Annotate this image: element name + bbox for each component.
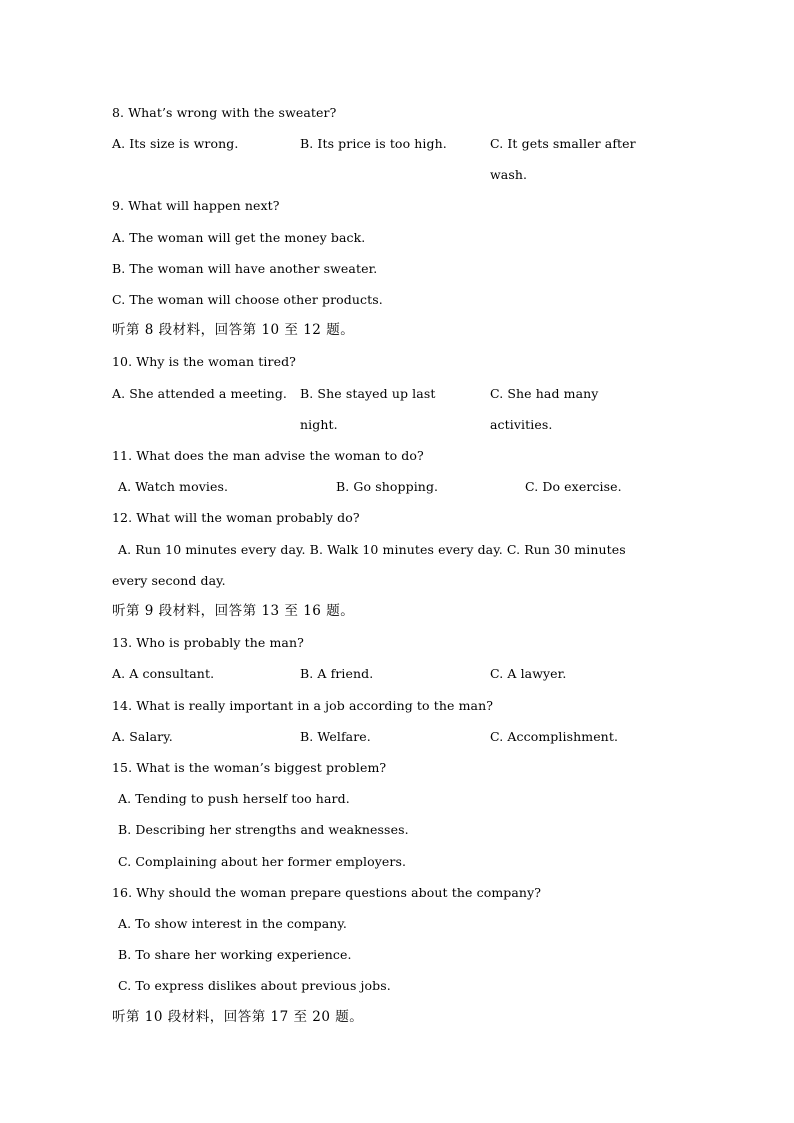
q14-option-c: C. Accomplishment. (490, 729, 619, 744)
q10-option-c-line2: activities. (490, 417, 553, 432)
q10-option-b-line1: B. She stayed up last (300, 386, 436, 401)
q13-option-c: C. A lawyer. (490, 666, 567, 681)
q10-option-a: A. She attended a meeting. (112, 386, 287, 401)
q8-option-b: B. Its price is too high. (300, 136, 447, 151)
question-11: 11. What does the man advise the woman to do? (112, 448, 424, 463)
section-10-heading: 听第 10 段材料，回答第 17 至 20 题。 (112, 1009, 364, 1025)
q10-option-c-line1: C. She had many (490, 386, 599, 401)
q8-option-a: A. Its size is wrong. (112, 136, 239, 151)
q8-option-c-line1: C. It gets smaller after (490, 136, 636, 151)
q11-option-a: A. Watch movies. (118, 479, 229, 494)
question-8: 8. What’s wrong with the sweater? (112, 105, 337, 120)
q13-option-a: A. A consultant. (112, 666, 215, 681)
q13-option-b: B. A friend. (300, 666, 374, 681)
question-12: 12. What will the woman probably do? (112, 510, 360, 525)
q15-option-b: B. Describing her strengths and weaknesses. (118, 822, 409, 837)
section-9-heading: 听第 9 段材料，回答第 13 至 16 题。 (112, 603, 355, 619)
q16-option-c: C. To express dislikes about previous jobs. (118, 978, 391, 993)
q15-option-a: A. Tending to push herself too hard. (118, 791, 350, 806)
q16-option-a: A. To show interest in the company. (118, 916, 347, 931)
q14-option-a: A. Salary. (112, 729, 173, 744)
q15-option-c: C. Complaining about her former employers. (118, 854, 407, 869)
q16-option-b: B. To share her working experience. (118, 947, 352, 962)
question-14: 14. What is really important in a job according to the man? (112, 698, 494, 713)
question-10: 10. Why is the woman tired? (112, 354, 296, 369)
q9-option-a: A. The woman will get the money back. (112, 230, 366, 245)
q12-options-line1: A. Run 10 minutes every day. B. Walk 10 minutes every day. C. Run 30 minutes (118, 542, 626, 557)
q11-option-b: B. Go shopping. (336, 479, 439, 494)
q12-options-line2: every second day. (112, 573, 226, 588)
question-15: 15. What is the woman’s biggest problem? (112, 760, 387, 775)
question-16: 16. Why should the woman prepare questions about the company? (112, 885, 542, 900)
q10-option-b-line2: night. (300, 417, 338, 432)
q14-option-b: B. Welfare. (300, 729, 371, 744)
question-13: 13. Who is probably the man? (112, 635, 304, 650)
question-9: 9. What will happen next? (112, 198, 280, 213)
section-8-heading: 听第 8 段材料，回答第 10 至 12 题。 (112, 322, 355, 338)
q8-option-c-line2: wash. (490, 167, 528, 182)
q11-option-c: C. Do exercise. (525, 479, 622, 494)
q9-option-c: C. The woman will choose other products. (112, 292, 383, 307)
q9-option-b: B. The woman will have another sweater. (112, 261, 378, 276)
